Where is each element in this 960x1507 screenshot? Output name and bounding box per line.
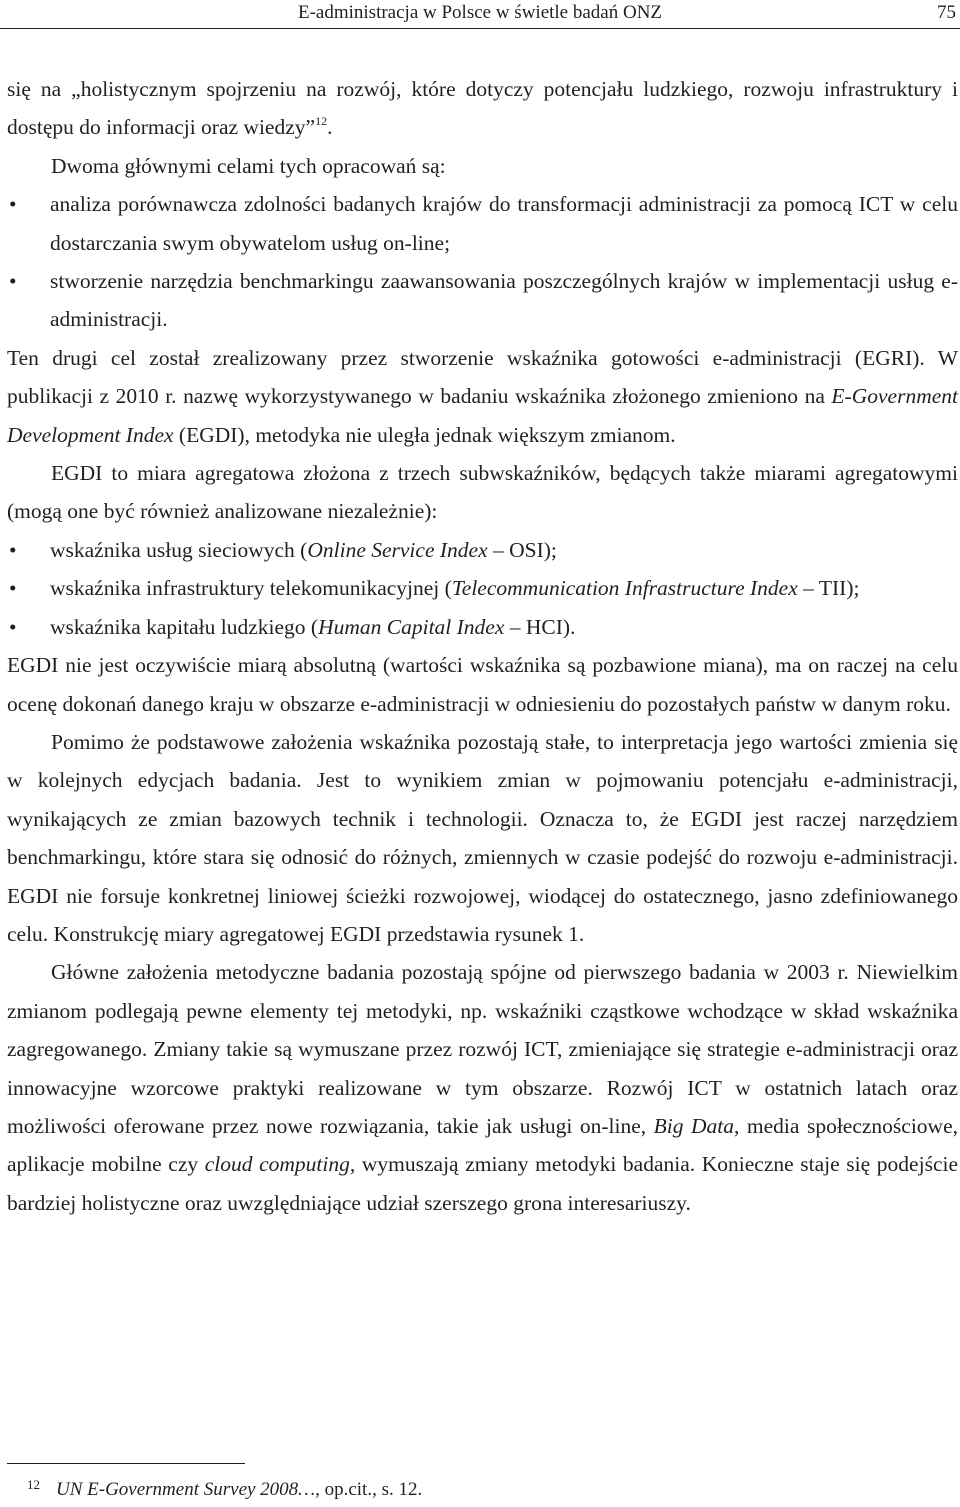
bullet-text-pre: wskaźnika usług sieciowych ( <box>50 537 308 562</box>
paragraph-3-text-b: (EGDI), metodyka nie uległa jednak większym zmianom. <box>173 422 676 447</box>
bullet-term: Human Capital Index <box>318 614 505 639</box>
paragraph-1-text: się na „holistycznym spojrzeniu na rozwój, które dotyczy potencjału ludzkiego, rozwoju infrastruktury i dostępu do informacji oraz wiedzy” <box>7 77 958 140</box>
paragraph-1-end: . <box>327 115 333 140</box>
paragraph-7-text-a: Główne założenia metodyczne badania pozostają spójne od pierwszego badania w 2003 r. Niewielkim zmianom podlegają pewne elementy tej metodyki, np. wskaźniki cząstkowe wchodzące w skład wskaźnika zagregowanego. Zmiany takie są wymuszane przez rozwój ICT, zmieniające się strategie e-administracji oraz innowacyjne wzorcowe praktyki realizowane w tym obszarze. Rozwój ICT w ostatnich latach oraz możliwości oferowane przez nowe rozwiązania, takie jak usługi on-line, <box>7 960 958 1138</box>
bullet-term: Telecommunication Infrastructure Index <box>451 576 798 601</box>
big-data-term: Big Data <box>653 1113 735 1138</box>
page-number: 75 <box>937 2 956 23</box>
bullet-text-pre: wskaźnika infrastruktury telekomunikacyjnej ( <box>50 576 452 601</box>
bullet-dot: • <box>9 192 17 217</box>
bullet-text: analiza porównawcza zdolności badanych krajów do transformacji administracji za pomocą ICT w celu dostarczania swym obywatelom usług on-line; <box>50 192 958 255</box>
running-header <box>0 0 960 29</box>
paragraph-5: EGDI nie jest oczywiście miarą absolutną (wartości wskaźnika są pozbawione miana), ma on raczej na celu ocenę dokonań danego kraju w obszarze e-administracji w odniesieniu do pozostałych państw w danym roku. <box>7 653 958 716</box>
body-text <box>7 70 958 1222</box>
bullet-dot: • <box>9 576 17 601</box>
bullet-item <box>7 262 958 339</box>
bullet-term: Online Service Index <box>307 537 488 562</box>
footnote-citation: , op.cit., s. 12. <box>315 1479 423 1500</box>
paragraph-3 <box>7 339 958 454</box>
bullet-dot: • <box>9 614 17 639</box>
bullet-item <box>7 569 958 607</box>
paragraph-7-text-b: , media społecznościowe, aplikacje mobilne czy <box>7 1113 959 1177</box>
paragraph-6: Pomimo że podstawowe założenia wskaźnika pozostają stałe, to interpretacja jego wartości zmienia się w kolejnych edycjach badania. Jest to wynikiem zmian w pojmowaniu potencjału e-administracji, wynikających ze zmian bazowych technik i technologii. Oznacza to, że EGDI jest raczej narzędziem benchmarkingu, które stara się odnosić do różnych, zmiennych w czasie podejść do rozwoju e-administracji. EGDI nie forsuje konkretnej liniowej ścieżki rozwojowej, wiodącej do ostatecznego, jasno zdefiniowanego celu. Konstrukcję miary agregatowej EGDI przedstawia rysunek 1. <box>7 729 958 946</box>
bullet-dot: • <box>9 537 17 562</box>
footnote-12 <box>27 1478 422 1503</box>
egdi-term: E-Government Development Index <box>7 384 958 447</box>
cloud-computing-term: cloud computing <box>204 1152 350 1177</box>
bullet-text: stworzenie narzędzia benchmarkingu zaawansowania poszczególnych krajów w implementacji usług e-administracji. <box>50 269 958 332</box>
bullet-dot: • <box>9 269 17 294</box>
paragraph-4: EGDI to miara agregatowa złożona z trzech subwskaźników, będących także miarami agregatowymi (mogą one być również analizowane niezależnie): <box>7 461 958 524</box>
running-title: E-administracja w Polsce w świetle badań ONZ <box>297 2 663 23</box>
footnote-ref-12: 12 <box>315 114 328 129</box>
bullet-item <box>7 185 958 262</box>
paragraph-2: Dwoma głównymi celami tych opracowań są: <box>51 153 446 178</box>
bullet-text-pre: wskaźnika kapitału ludzkiego ( <box>50 614 319 639</box>
paragraph-3-text-a: Ten drugi cel został zrealizowany przez stworzenie wskaźnika gotowości e-administracji (EGRI). W publikacji z 2010 r. nazwę wykorzystywanego w badaniu wskaźnika złożonego zmieniono na <box>7 345 958 409</box>
bullet-item <box>7 531 958 569</box>
paragraph-7-text-c: , wymuszają zmiany metodyki badania. Konieczne staje się podejście bardziej holistyczne oraz uwzględniające udział szerszego grona interesariuszy. <box>7 1152 958 1215</box>
bullet-text-post: – TII); <box>797 576 860 601</box>
footnote-divider <box>7 1463 245 1464</box>
bullet-text-post: – HCI). <box>504 614 576 639</box>
bullet-item <box>7 608 958 646</box>
footnote-source-title: UN E-Government Survey 2008… <box>56 1479 316 1500</box>
footnote-number: 12 <box>27 1477 40 1492</box>
paragraph-1 <box>7 70 958 147</box>
paragraph-7 <box>7 953 958 1222</box>
bullet-text-post: – OSI); <box>487 537 557 562</box>
